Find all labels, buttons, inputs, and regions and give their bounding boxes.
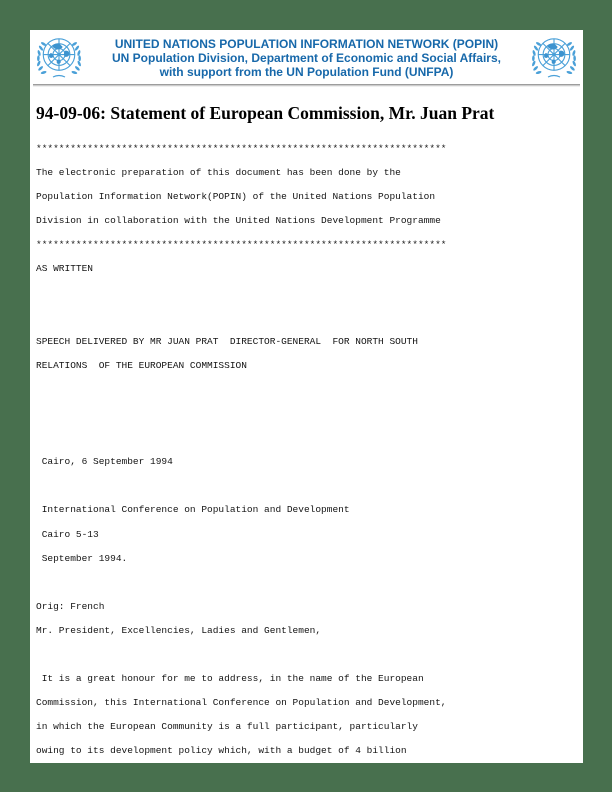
header-line-3: with support from the UN Population Fund (UNFPA)	[159, 64, 454, 79]
document-line: in which the European Community is a full participant, particularly	[36, 721, 418, 733]
header-title-block	[83, 37, 530, 79]
document-line: RELATIONS OF THE EUROPEAN COMMISSION	[36, 359, 247, 371]
blank-line	[36, 649, 583, 673]
asterisk-separator: ************************************************************************	[36, 143, 447, 154]
blank-line	[36, 384, 583, 408]
document-line: It is a great honour for me to address, in the name of the European	[36, 673, 424, 685]
document-line: SPEECH DELIVERED BY MR JUAN PRAT DIRECTOR-GENERAL FOR NORTH SOUTH	[36, 335, 418, 347]
blank-line	[36, 577, 583, 601]
document-line: Cairo 5-13	[36, 528, 99, 540]
popin-masthead	[30, 30, 583, 82]
document-line: Population Information Network(POPIN) of the United Nations Population	[36, 191, 436, 203]
asterisk-separator: ************************************************************************	[36, 239, 447, 251]
blank-line	[36, 408, 583, 432]
document-line: Commission, this International Conference on Population and Development,	[36, 697, 447, 709]
document-line: Orig: French	[36, 600, 105, 612]
blank-line	[36, 288, 583, 312]
header-line-2: UN Population Division, Department of Economic and Social Affairs,	[112, 50, 501, 65]
document-body	[36, 143, 583, 769]
un-emblem-icon	[35, 35, 83, 80]
document-line: September 1994.	[36, 552, 128, 564]
header-line-1: UNITED NATIONS POPULATION INFORMATION NETWORK (POPIN)	[114, 36, 499, 51]
document-line: Mr. President, Excellencies, Ladies and Gentlemen,	[36, 624, 322, 636]
document-line: International Conference on Population and Development	[36, 504, 350, 516]
header-divider	[33, 84, 580, 87]
document-line: Cairo, 6 September 1994	[36, 456, 173, 468]
un-emblem-icon	[530, 35, 578, 80]
document-line: The electronic preparation of this document has been done by the	[36, 167, 401, 179]
document-line: Division in collaboration with the United Nations Development Programme	[36, 215, 441, 227]
document-title: 94-09-06: Statement of European Commission, Mr. Juan Prat	[36, 103, 495, 123]
blank-line	[36, 480, 583, 504]
document-page	[30, 30, 583, 763]
blank-line	[36, 312, 583, 336]
blank-line	[36, 432, 583, 456]
document-line: AS WRITTEN	[36, 263, 94, 275]
document-line: owing to its development policy which, with a budget of 4 billion	[36, 745, 407, 757]
